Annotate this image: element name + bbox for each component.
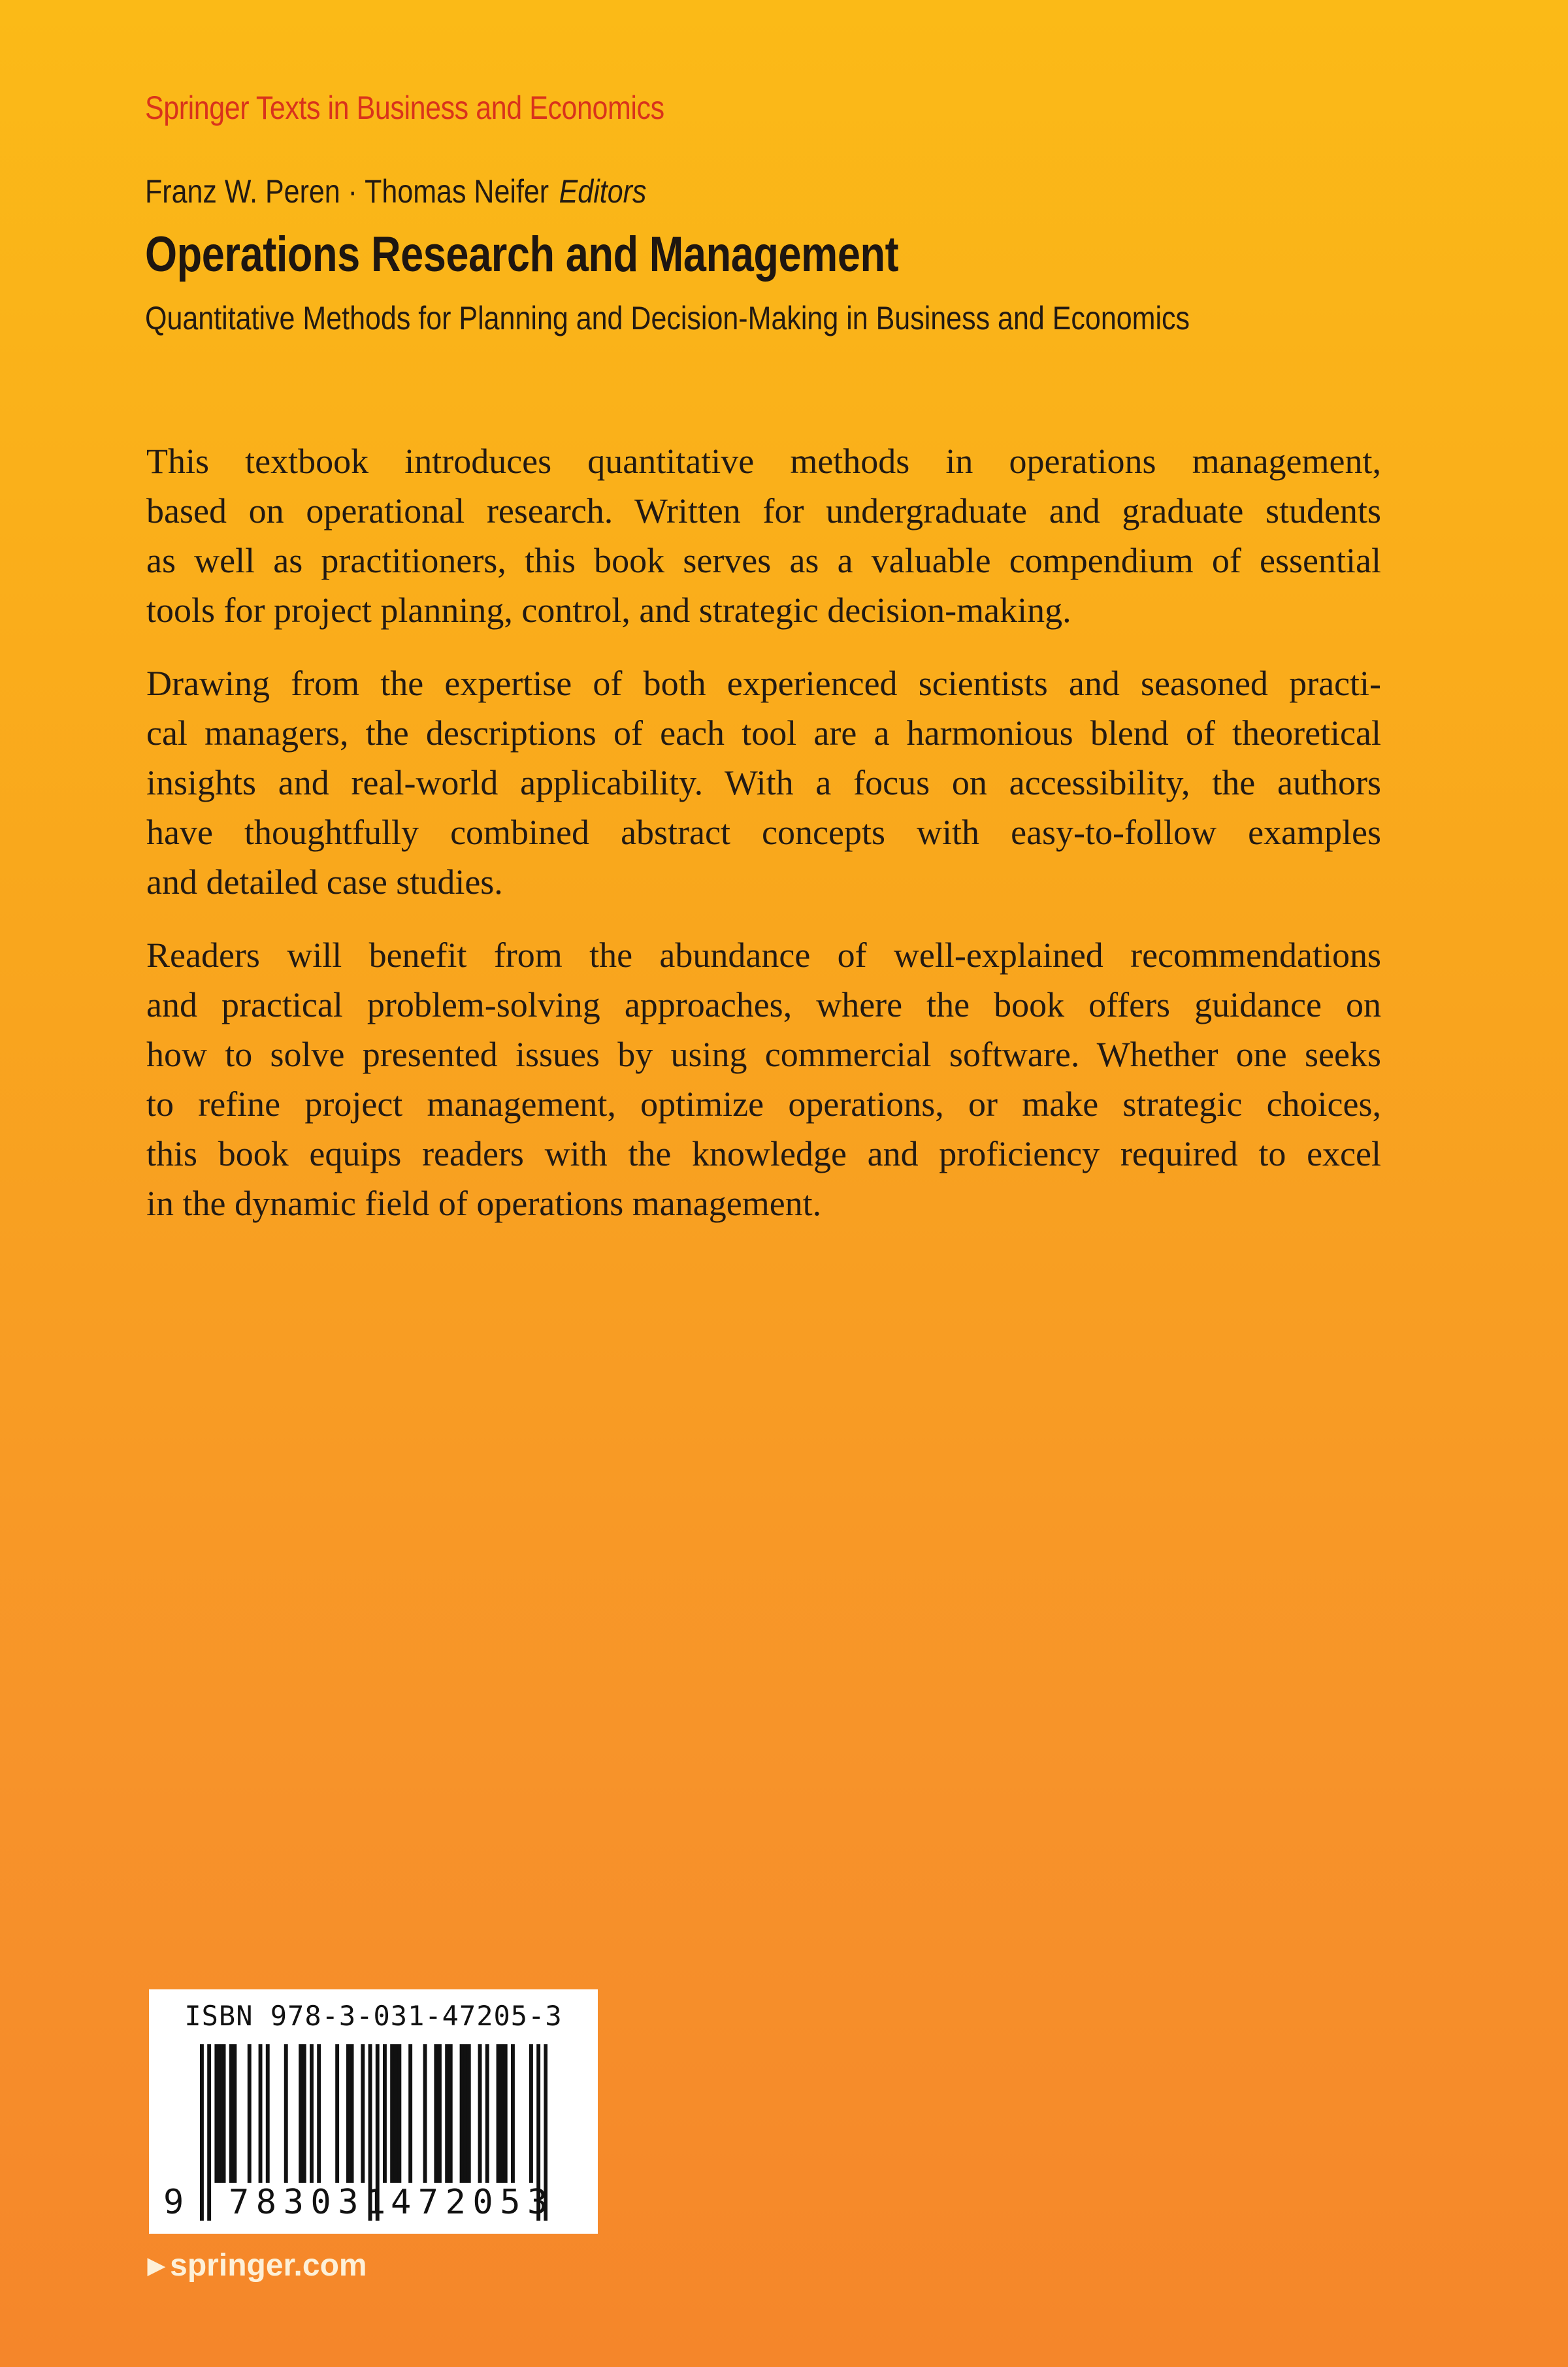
barcode-bar	[500, 2044, 504, 2183]
barcode-bar	[248, 2044, 252, 2183]
blurb-line: to refine project management, optimize operations, or make strategic choices,	[146, 1085, 1381, 1124]
book-title: Operations Research and Management	[145, 227, 899, 282]
barcode-bar	[445, 2044, 449, 2183]
barcode-bar	[214, 2044, 218, 2183]
blurb-line: insights and real-world applicability. With a focus on accessibility, the authors	[146, 763, 1381, 802]
barcode-bar	[200, 2044, 204, 2221]
barcode-bar	[229, 2044, 233, 2183]
isbn-barcode	[149, 1989, 598, 2234]
barcode-bar	[497, 2044, 500, 2183]
isbn-label: ISBN 978-3-031-47205-3	[184, 2000, 563, 2032]
barcode-bar	[346, 2044, 350, 2183]
barcode-bar	[222, 2044, 226, 2183]
blurb-paragraph	[146, 659, 1381, 907]
barcode-bar	[233, 2044, 237, 2183]
blurb-line: cal managers, the descriptions of each tool are a harmonious blend of theoretical	[146, 713, 1381, 753]
barcode-bar	[383, 2044, 387, 2183]
barcode-bar	[529, 2044, 533, 2183]
barcode-left-digits: 783031	[229, 2183, 393, 2222]
blurb-line: and detailed case studies.	[146, 862, 503, 902]
blurb-line: tools for project planning, control, and strategic decision-making.	[146, 591, 1071, 630]
blurb-line: and practical problem-solving approaches, where the book offers guidance on	[146, 985, 1381, 1024]
barcode-bar	[259, 2044, 263, 2183]
springer-link[interactable]	[148, 2247, 367, 2283]
barcode-bar	[511, 2044, 515, 2183]
barcode-bar	[218, 2044, 222, 2183]
blurb-line: how to solve presented issues by using commercial software. Whether one seeks	[146, 1035, 1381, 1074]
barcode-bar	[350, 2044, 354, 2183]
barcode-bar	[438, 2044, 442, 2183]
triangle-arrow-icon: ▶	[148, 2253, 165, 2278]
barcode-bar	[434, 2044, 438, 2183]
blurb-paragraph	[146, 930, 1381, 1228]
barcode-bar	[478, 2044, 482, 2183]
book-subtitle: Quantitative Methods for Planning and Decision-Making in Business and Economics	[145, 300, 1190, 336]
barcode-bar	[284, 2044, 288, 2183]
blurb-line: Drawing from the expertise of both experienced scientists and seasoned practi-	[146, 664, 1381, 703]
blurb-line: in the dynamic field of operations management.	[146, 1184, 822, 1223]
barcode-bar	[299, 2044, 302, 2183]
barcode-bar	[460, 2044, 464, 2183]
barcode-bar	[504, 2044, 508, 2183]
series-title: Springer Texts in Business and Economics	[145, 90, 664, 126]
barcode-bar	[335, 2044, 339, 2183]
barcode-bar	[310, 2044, 314, 2183]
blurb	[146, 436, 1381, 1252]
barcode-bar	[302, 2044, 306, 2183]
barcode-bar	[266, 2044, 270, 2183]
blurb-line: based on operational research. Written for undergraduate and graduate students	[146, 491, 1381, 531]
blurb-line: Readers will benefit from the abundance of well-explained recommendations	[146, 936, 1381, 975]
barcode-first-digit: 9	[163, 2183, 184, 2222]
springer-link-label: springer.com	[170, 2248, 367, 2283]
blurb-line: as well as practitioners, this book serves as a valuable compendium of essential	[146, 541, 1381, 580]
barcode-bar	[423, 2044, 427, 2183]
barcode-bar	[317, 2044, 321, 2183]
barcode-bar	[463, 2044, 467, 2183]
barcode-bar	[390, 2044, 394, 2183]
barcode-bar	[408, 2044, 412, 2183]
editors-line	[145, 172, 646, 210]
barcode-bar	[397, 2044, 401, 2183]
blurb-line: this book equips readers with the knowledge and proficiency required to excel	[146, 1134, 1381, 1173]
editor-names: Franz W. Peren · Thomas Neifer	[145, 173, 549, 210]
barcode-bar	[394, 2044, 398, 2183]
barcode-bar	[485, 2044, 489, 2183]
blurb-line: This textbook introduces quantitative methods in operations management,	[146, 442, 1381, 481]
barcode-bar	[207, 2044, 211, 2221]
blurb-paragraph	[146, 436, 1381, 635]
blurb-line: have thoughtfully combined abstract concepts with easy-to-follow examples	[146, 813, 1381, 852]
barcode-bar	[361, 2044, 365, 2183]
barcode-bar	[467, 2044, 471, 2183]
editors-role: Editors	[559, 173, 647, 210]
barcode-bar	[449, 2044, 453, 2183]
barcode-right-digits: 472053	[391, 2183, 555, 2222]
